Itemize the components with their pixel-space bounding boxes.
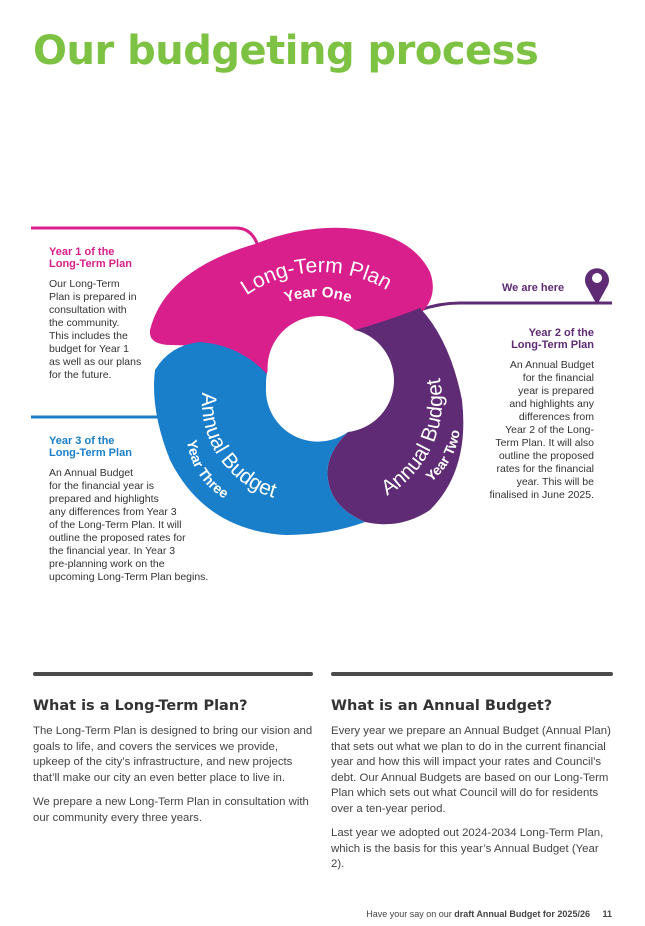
year1-heading-line2: Long-Term Plan: [49, 258, 132, 270]
page-footer: [366, 909, 612, 919]
year1-line: for the future.: [49, 369, 112, 381]
year2-heading: [474, 327, 594, 351]
year1-heading-line1: Year 1 of the: [49, 246, 115, 258]
year1-line: Our Long-Term: [49, 278, 120, 290]
year3-heading: [49, 435, 229, 459]
year2-line: Term Plan. It will also: [495, 437, 594, 449]
footer-prefix: Have your say on our: [366, 909, 452, 919]
year2-line: year is prepared: [518, 385, 594, 397]
year3-line: An Annual Budget: [49, 467, 134, 479]
year3-description: [49, 435, 229, 584]
year1-description: [49, 246, 149, 382]
ltp-paragraph: We prepare a new Long-Term Plan in consultation with our community every three years.: [33, 796, 309, 824]
year2-connector-line: [420, 303, 612, 310]
year2-line: for the financial: [522, 372, 594, 384]
ltp-paragraph: The Long-Term Plan is designed to bring our vision and goals to life, and covers the services we provide, upkeep of the city’s infrastructure, and new projects that’ll make our city an even better place to live in.: [33, 725, 313, 784]
segment-ab2-label: Annual Budget: [377, 376, 448, 501]
year3-line: upcoming Long-Term Plan begins.: [49, 571, 209, 583]
ab-heading: What is an Annual Budget?: [331, 698, 553, 714]
segment-ab3-label: Annual Budget: [196, 392, 280, 503]
ab-paragraph: Every year we prepare an Annual Budget (Annual Plan) that sets out what we plan to do in the current financial year and how this will impact your rates and Council’s debt. Our Annual Budgets are based on our Long-Term Plan which sets out what Council will do for residents over a ten-year period.: [331, 725, 611, 815]
section-divider-left: [33, 672, 313, 676]
year2-line: differences from: [518, 411, 594, 423]
we-are-here-label: We are here: [502, 282, 565, 294]
year1-connector-line: [31, 228, 258, 246]
year1-line: budget for Year 1: [49, 343, 129, 355]
year2-line: outline the proposed: [498, 450, 594, 462]
year3-heading-line1: Year 3 of the: [49, 435, 115, 447]
year2-line: year. This will be: [516, 476, 594, 488]
ltp-explainer: [33, 698, 315, 835]
year2-heading-line2: Long-Term Plan: [511, 339, 594, 351]
year2-line: An Annual Budget: [509, 359, 594, 371]
year3-line: outline the proposed rates for: [49, 532, 186, 544]
annual-budget-explainer: [331, 698, 613, 882]
year2-line: and highlights any: [509, 398, 594, 410]
year1-line: Plan is prepared in: [49, 291, 137, 303]
year3-line: prepared and highlights: [49, 493, 159, 505]
diagram-center-hole: [266, 333, 366, 433]
year3-line: any differences from Year 3: [49, 506, 177, 518]
segment-ab2-year: Year Two: [422, 428, 463, 485]
year3-heading-line2: Long-Term Plan: [49, 447, 132, 459]
segment-ab3-year: Year Three: [184, 438, 232, 502]
year1-line: consultation with: [49, 304, 127, 316]
year1-line: This includes the: [49, 330, 128, 342]
year1-line: the community.: [49, 317, 120, 329]
year3-line: pre-planning work on the: [49, 558, 165, 570]
ab-paragraph: Last year we adopted out 2024-2034 Long-Term Plan, which is the basis for this year’s Annual Budget (Year 2).: [331, 827, 604, 870]
year3-line: for the financial year is: [49, 480, 155, 492]
year3-line: the financial year. In Year 3: [49, 545, 176, 557]
year1-heading: [49, 246, 149, 270]
year3-line: of the Long-Term Plan. It will: [49, 519, 182, 531]
year2-line: Year 2 of the Long-: [505, 424, 594, 436]
segment-ltp-year: Year One: [282, 283, 354, 307]
year2-line: rates for the financial: [496, 463, 594, 475]
ltp-heading: What is a Long-Term Plan?: [33, 698, 248, 714]
year2-description: [474, 327, 594, 502]
section-divider-right: [331, 672, 613, 676]
year1-line: as well as our plans: [49, 356, 142, 368]
page-number: 11: [602, 909, 612, 919]
segment-ltp-label: Long-Term Plan: [236, 253, 396, 300]
footer-document-name: draft Annual Budget for 2025/26: [454, 909, 590, 919]
page-title: Our budgeting process: [33, 28, 539, 74]
location-pin-icon: [585, 268, 609, 305]
year2-line: finalised in June 2025.: [489, 489, 594, 501]
year2-heading-line1: Year 2 of the: [528, 327, 594, 339]
